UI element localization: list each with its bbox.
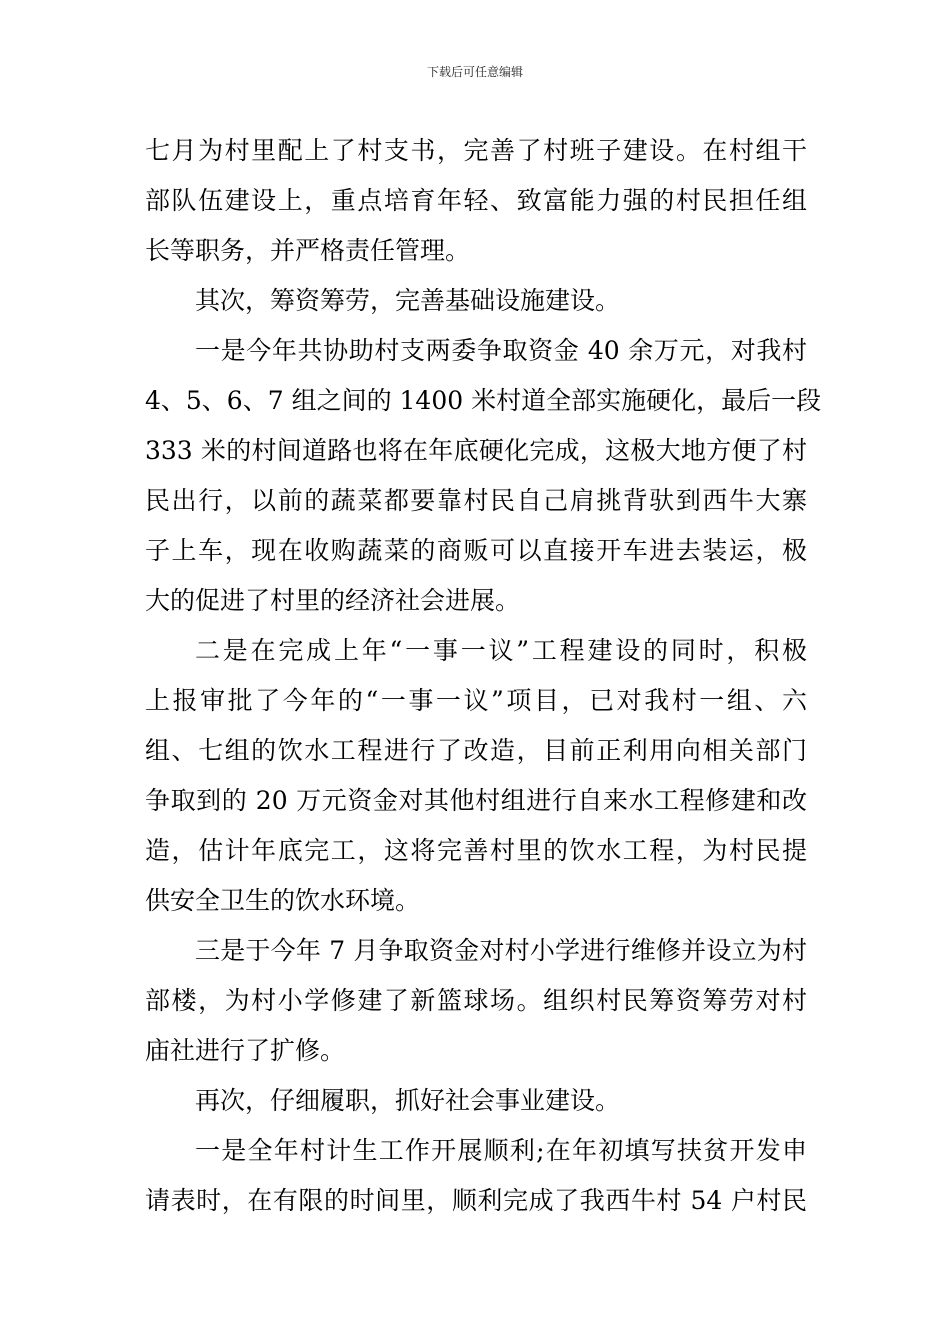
- text-line: 组、七组的饮水工程进行了改造，目前正利用向相关部门: [145, 736, 807, 765]
- text-line: 子上车，现在收购蔬菜的商贩可以直接开车进去装运，极: [145, 536, 807, 565]
- document-body: [145, 126, 822, 1226]
- text-line: 部楼，为村小学修建了新篮球场。组织村民筹资筹劳对村: [145, 986, 807, 1015]
- text-line: 一是今年共协助村支两委争取资金 40 余万元，对我村: [195, 336, 807, 365]
- paragraph-1: [145, 126, 807, 276]
- text-line: 其次，筹资筹劳，完善基础设施建设。: [195, 286, 621, 315]
- text-line: 再次，仔细履职，抓好社会事业建设。: [195, 1086, 621, 1115]
- paragraph-5: [145, 926, 807, 1076]
- text-line: 请表时，在有限的时间里，顺利完成了我西牛村 54 户村民: [145, 1186, 807, 1215]
- text-line: 民出行，以前的蔬菜都要靠村民自己肩挑背驮到西牛大寨: [145, 486, 807, 515]
- text-line: 二是在完成上年“一事一议”工程建设的同时，积极: [195, 636, 807, 665]
- paragraph-3: [145, 326, 822, 626]
- text-line: 造，估计年底完工，这将完善村里的饮水工程，为村民提: [145, 836, 807, 865]
- text-line: 长等职务，并严格责任管理。: [145, 236, 471, 265]
- text-line: 一是全年村计生工作开展顺利;在年初填写扶贫开发申: [195, 1136, 807, 1165]
- text-line: 上报审批了今年的“一事一议”项目，已对我村一组、六: [145, 686, 807, 715]
- paragraph-4: [145, 626, 807, 926]
- paragraph-6: [145, 1076, 807, 1126]
- paragraph-7: [145, 1126, 807, 1226]
- text-line: 大的促进了村里的经济社会进展。: [145, 586, 521, 615]
- text-line: 庙社进行了扩修。: [145, 1036, 346, 1065]
- page-header: 下载后可任意编辑: [426, 65, 523, 79]
- text-line: 争取到的 20 万元资金对其他村组进行自来水工程修建和改: [145, 786, 807, 815]
- text-line: 七月为村里配上了村支书，完善了村班子建设。在村组干: [145, 136, 807, 165]
- text-line: 供安全卫生的饮水环境。: [145, 886, 421, 915]
- text-line: 部队伍建设上，重点培育年轻、致富能力强的村民担任组: [145, 186, 807, 215]
- text-line: 333 米的村间道路也将在年底硬化完成，这极大地方便了村: [145, 436, 807, 465]
- paragraph-2: [145, 276, 807, 326]
- text-line: 三是于今年 7 月争取资金对村小学进行维修并设立为村: [195, 936, 807, 965]
- text-line: 4、5、6、7 组之间的 1400 米村道全部实施硬化，最后一段: [145, 386, 822, 415]
